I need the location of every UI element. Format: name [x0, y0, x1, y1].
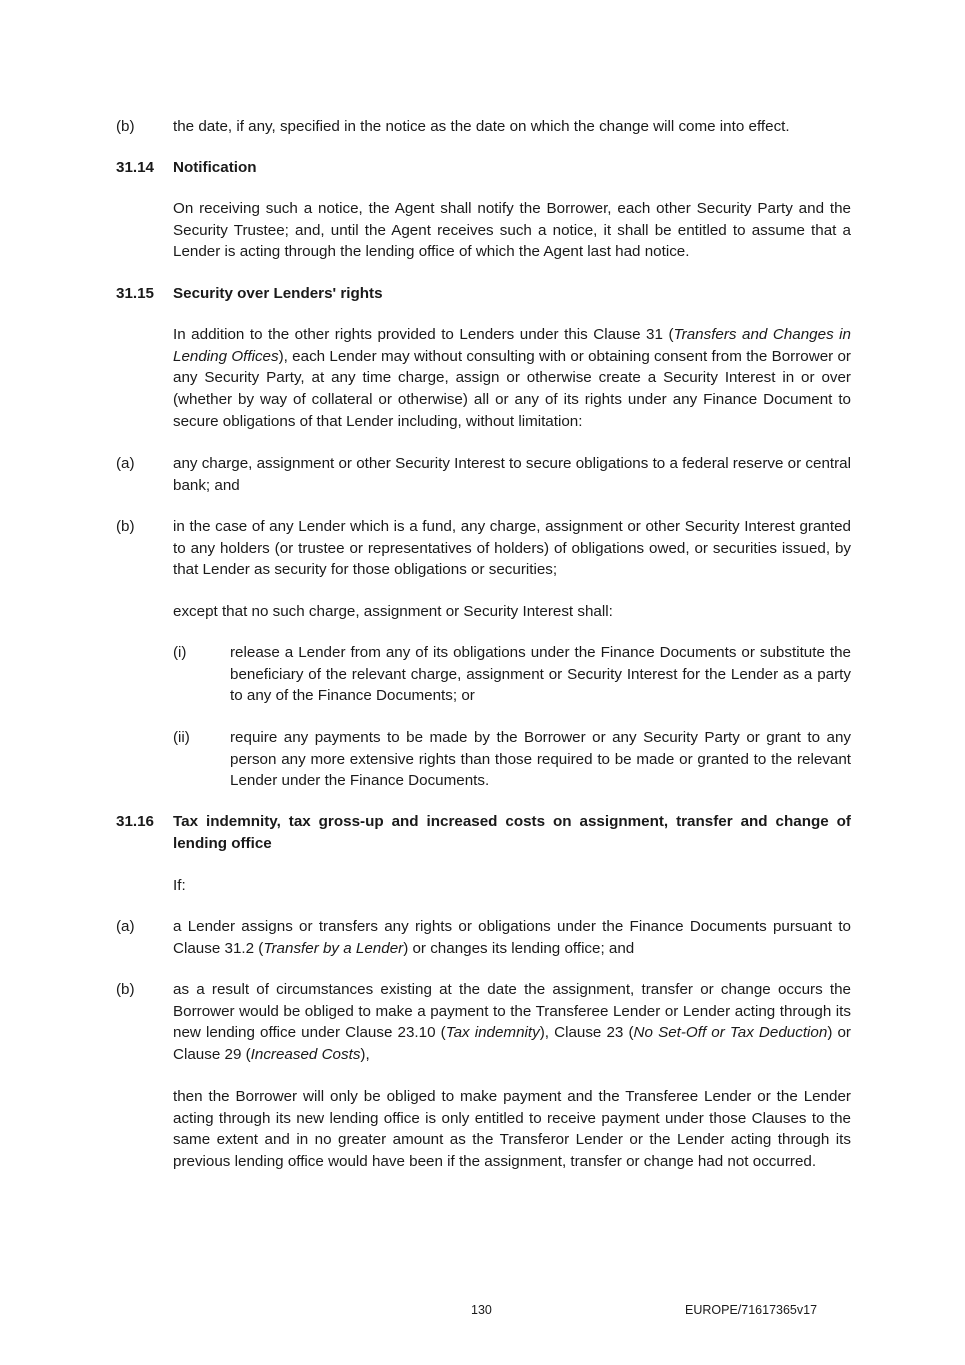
text-run: as a result of circumstances existing at the date the assignment, transfer or change occurs the Borrower would be obliged to make a payment to the Transferee Lender or Lender acting through its new lending office under Clause 23.10 ( — [173, 981, 851, 1042]
italic-reference: Transfer by a Lender — [263, 939, 404, 957]
text-run: ), each Lender may without consulting with or obtaining consent from the Borrower or any Security Party, at any time charge, assign or otherwise create a Security Interest in or over (whether by way of collateral or otherwise) all or any of its rights under any Finance Document to secure obligations of that Lender including, without limitation: — [173, 347, 851, 430]
section-number: 31.15 — [116, 285, 155, 302]
paragraph: then the Borrower will only be obliged to make payment and the Transferee Lender or the Lender acting through its new lending office is only entitled to receive payment under those Clauses to the same extent and in no greater amount as the Transferor Lender or the Lender acting through its previous lending office would have been if the assignment, transfer or change had not occurred. — [173, 1088, 851, 1171]
paragraph: On receiving such a notice, the Agent shall notify the Borrower, each other Security Party and the Security Trustee; and, until the Agent receives such a notice, it shall be entitled to assume that a Lender is acting through the lending office of which the Agent last had notice. — [173, 200, 851, 261]
clause-text — [173, 979, 851, 1066]
subclause-label: (ii) — [173, 729, 190, 746]
italic-reference: No Set-Off or Tax Deduction — [633, 1024, 828, 1042]
subclause-text: release a Lender from any of its obligations under the Finance Documents or substitute the beneficiary of the relevant charge, assignment or Security Interest for the Lender as a party to any of the Finance Documents; or — [230, 644, 851, 705]
clause-label: (a) — [116, 455, 135, 472]
section-number: 31.16 — [116, 813, 155, 830]
paragraph — [173, 324, 851, 433]
italic-reference: Increased Costs — [250, 1046, 361, 1064]
paragraph: If: — [173, 877, 186, 894]
clause-text: any charge, assignment or other Security Interest to secure obligations to a federal reserve or central bank; and — [173, 455, 851, 494]
text-run: ) or Clause 29 ( — [173, 1024, 851, 1064]
paragraph: except that no such charge, assignment or Security Interest shall: — [173, 603, 613, 620]
clause-text — [173, 916, 851, 959]
subclause-label: (i) — [173, 644, 187, 661]
text-run: In addition to the other rights provided to Lenders under this Clause 31 ( — [173, 326, 674, 343]
page-number: 130 — [471, 1303, 492, 1317]
text-run: ) or changes its lending office; and — [403, 939, 635, 957]
document-reference: EUROPE/71617365v17 — [685, 1303, 818, 1317]
clause-text: in the case of any Lender which is a fund, any charge, assignment or other Security Interest granted to any holders (or trustee or representatives of holders) of obligations owed, or securities issued, by that Lender as security for those obligations or securities; — [173, 518, 851, 579]
clause-label: (a) — [116, 918, 135, 935]
clause-label: (b) — [116, 118, 135, 135]
text-run: ), — [360, 1046, 370, 1064]
italic-reference: Tax indemnity — [445, 1024, 540, 1042]
section-title: Notification — [173, 159, 257, 176]
italic-reference: Transfers and Changes in Lending Offices — [173, 326, 852, 365]
clause-label: (b) — [116, 518, 135, 535]
section-title: Security over Lenders' rights — [173, 285, 383, 302]
text-run: ), Clause 23 ( — [539, 1024, 634, 1042]
text-run: a Lender assigns or transfers any rights or obligations under the Finance Documents pursuant to Clause 31.2 ( — [173, 918, 851, 957]
section-number: 31.14 — [116, 159, 155, 176]
clause-label: (b) — [116, 981, 135, 998]
subclause-text: require any payments to be made by the Borrower or any Security Party or grant to any person any more extensive rights than those required to be made or granted to the relevant Lender under the Finance Documents. — [230, 729, 851, 790]
section-title: Tax indemnity, tax gross-up and increased costs on assignment, transfer and change of lending office — [173, 813, 851, 852]
clause-text: the date, if any, specified in the notice as the date on which the change will come into effect. — [173, 118, 790, 135]
